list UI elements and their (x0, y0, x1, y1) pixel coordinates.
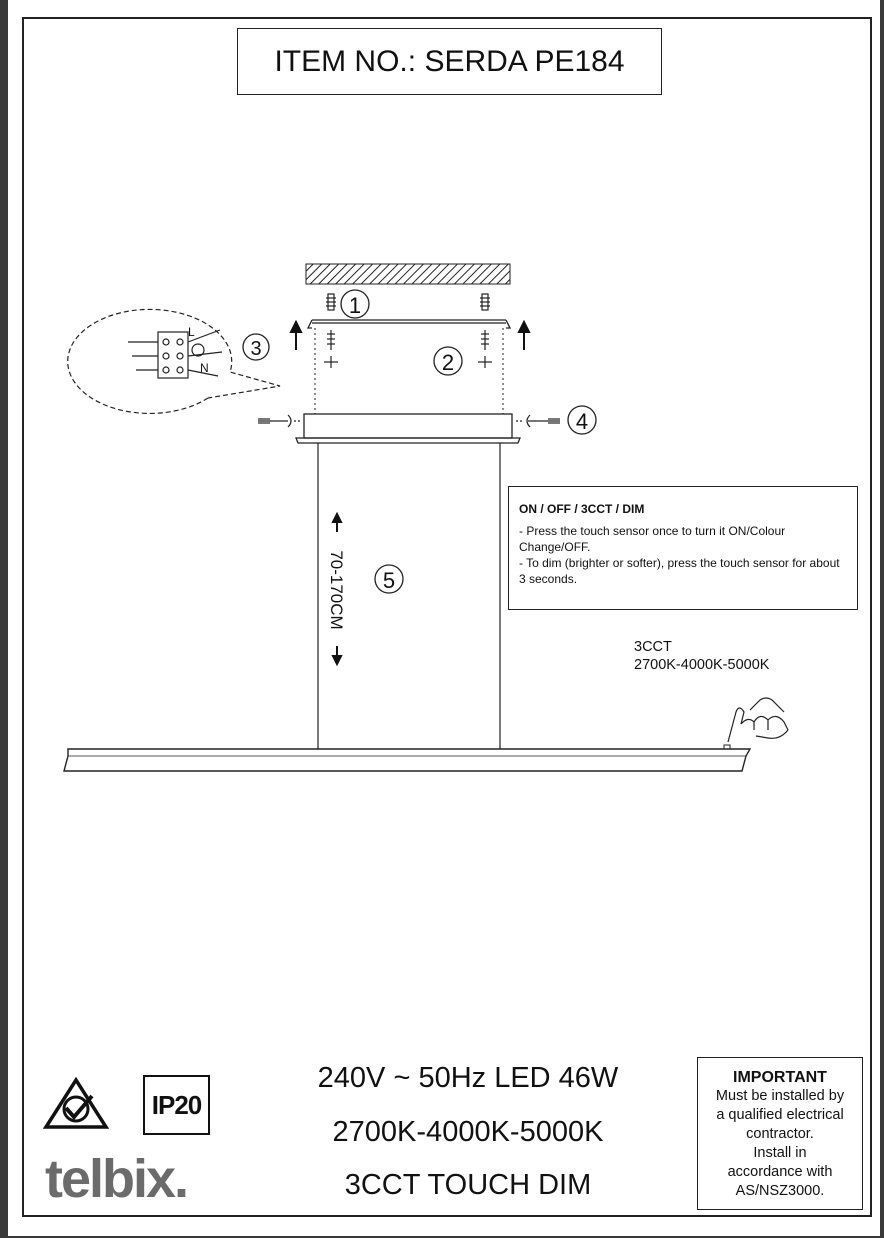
instruction-sheet (8, 0, 880, 1236)
ceiling-hatch (306, 264, 510, 284)
up-arrow-right (519, 322, 529, 350)
instructions-line-1: - Press the touch sensor once to turn it ON/Colour Change/OFF. (519, 524, 786, 554)
important-line-3: contractor. (746, 1126, 814, 1142)
instructions-heading: ON / OFF / 3CCT / DIM (519, 502, 645, 516)
screw-right (478, 330, 492, 368)
drop-arrow-down (333, 646, 341, 664)
step-2-label: 2 (441, 350, 455, 375)
spec-feature: 3CCT TOUCH DIM (344, 1169, 592, 1201)
side-screw-left (258, 415, 302, 427)
instructions-box (508, 486, 858, 610)
important-line-6: AS/NSZ3000. (735, 1183, 825, 1199)
ip-rating-badge: IP20 (143, 1075, 210, 1135)
up-arrow-left (291, 322, 301, 350)
cct-label (634, 638, 769, 674)
item-number-title: ITEM NO.: SERDA PE184 (237, 28, 662, 95)
canopy (296, 414, 520, 443)
important-line-5: accordance with (727, 1164, 833, 1180)
wire-live-label: L (188, 325, 195, 339)
step-4-label: 4 (575, 409, 589, 434)
wall-plug-right (480, 294, 490, 310)
important-line-1: Must be installed by (715, 1088, 845, 1104)
important-line-4: Install in (753, 1145, 807, 1161)
important-line-2: a qualified electrical (716, 1107, 844, 1123)
brand-logo: telbix. (45, 1149, 188, 1209)
wall-plug-left (326, 294, 336, 310)
spec-power: 240V ~ 50Hz LED 46W (317, 1062, 619, 1094)
step-3-label: 3 (250, 338, 262, 360)
drop-length-label: 70-170CM (327, 550, 346, 630)
touch-hand-icon (728, 698, 788, 742)
screw-left (324, 330, 338, 368)
wiring-callout (68, 309, 280, 413)
installation-diagram (8, 0, 880, 1236)
rcm-compliance-icon (46, 1080, 106, 1127)
wire-neutral-label: N (200, 361, 209, 375)
step-5-label: 5 (382, 568, 396, 593)
luminaire-body (64, 749, 750, 771)
instructions-line-2: - To dim (brighter or softer), press the touch sensor for about 3 seconds. (519, 556, 840, 586)
important-notice (697, 1057, 863, 1210)
spec-color-temps: 2700K-4000K-5000K (332, 1116, 604, 1148)
cct-label-values: 2700K-4000K-5000K (634, 657, 770, 673)
alignment-guides (315, 328, 503, 414)
drop-arrow-up (333, 514, 341, 532)
cct-label-title: 3CCT (634, 639, 672, 655)
side-screw-right (516, 415, 560, 427)
important-heading: IMPORTANT (733, 1069, 827, 1086)
step-1-label: 1 (348, 293, 362, 318)
mounting-bracket (308, 320, 510, 328)
